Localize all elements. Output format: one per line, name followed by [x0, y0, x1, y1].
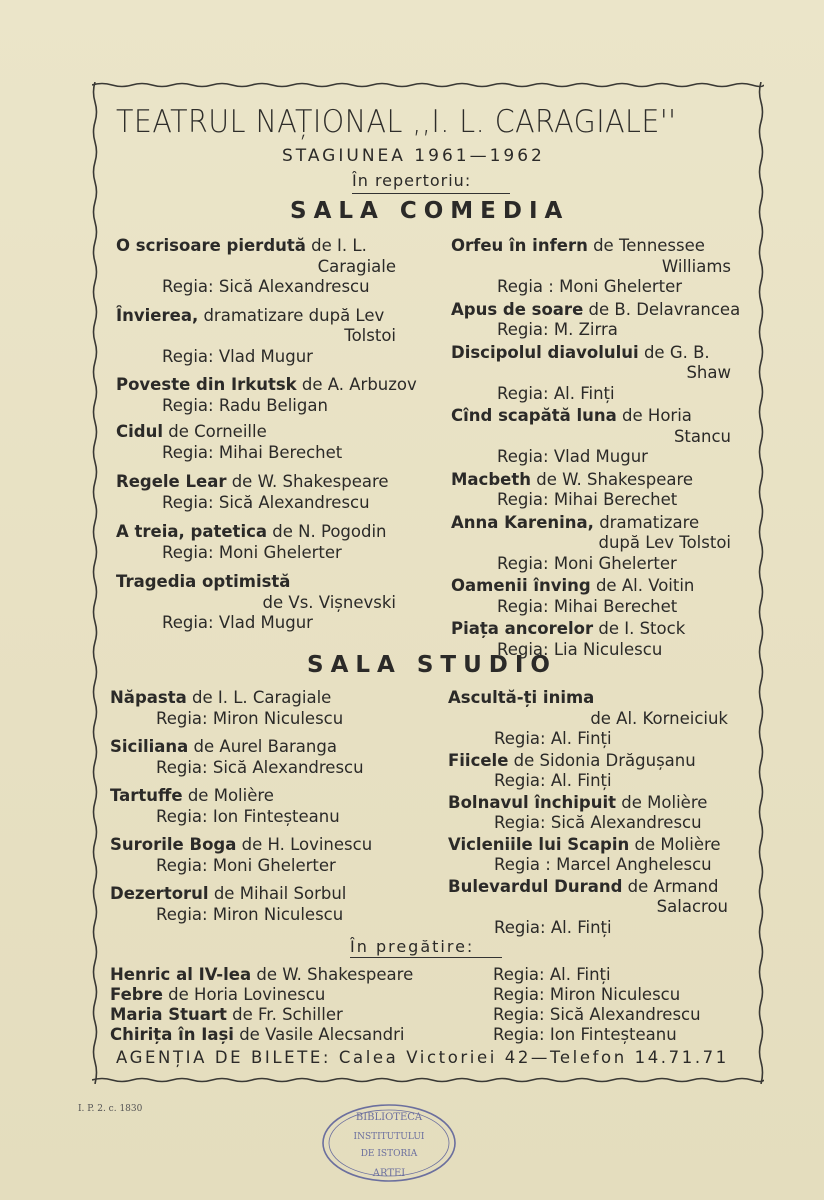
- play-author: de G. B.: [638, 342, 710, 362]
- library-stamp: [316, 1100, 462, 1186]
- studio-right-column: [448, 688, 738, 938]
- play-author-cont: Caragiale: [317, 256, 396, 276]
- play-entry: [110, 688, 400, 729]
- play-author: de Vasile Alecsandri: [233, 1025, 405, 1044]
- play-entry: [116, 472, 406, 513]
- theatre-name: TEATRUL NAȚIONAL ,,I. L. CARAGIALE'': [116, 104, 677, 140]
- play-author: de Tennessee: [587, 236, 705, 255]
- repertory-label: În repertoriu:: [352, 171, 472, 190]
- play-title: Bulevardul Durand: [448, 876, 623, 896]
- section-title-studio: SALA STUDIO: [307, 652, 557, 678]
- play-author-cont: după Lev Tolstoi: [598, 533, 731, 552]
- play-author-cont: Shaw: [686, 363, 731, 382]
- play-author: de W. Shakespeare: [251, 965, 414, 984]
- play-entry: [116, 236, 406, 298]
- prep-director: Regia: Sică Alexandrescu: [493, 1005, 701, 1024]
- play-director: Regia: Al. Finți: [494, 771, 612, 790]
- play-entry: [451, 406, 741, 468]
- play-director: Regia: Sică Alexandrescu: [162, 492, 370, 512]
- play-entry: [451, 576, 741, 617]
- play-author: de Al. Voitin: [590, 576, 695, 595]
- play-title: Orfeu în infern: [451, 236, 588, 255]
- play-entry: [110, 884, 400, 925]
- play-entry: [110, 737, 400, 778]
- play-title: Ascultă-ți inima: [448, 688, 595, 707]
- play-director: Regia : Marcel Anghelescu: [494, 855, 712, 874]
- play-title: Cidul: [116, 422, 163, 441]
- play-author: de B. Delavrancea: [583, 299, 741, 319]
- play-author: de Armand: [622, 876, 719, 896]
- play-author: de Sidonia Drăgușanu: [508, 750, 696, 770]
- play-director: Regia: Vlad Mugur: [162, 346, 313, 366]
- play-author: de A. Arbuzov: [296, 375, 417, 394]
- section-title-comedia: SALA COMEDIA: [290, 198, 570, 224]
- preparation-label: În pregătire:: [350, 937, 475, 956]
- play-entry: [451, 513, 741, 575]
- ticket-agency: AGENȚIA DE BILETE: Calea Victoriei 42—Telefon 14.71.71: [116, 1048, 729, 1067]
- play-director: Regia: Moni Ghelerter: [497, 553, 677, 573]
- play-entry: [451, 236, 741, 298]
- play-author-cont: Salacrou: [656, 897, 728, 916]
- play-author: dramatizare după Lev: [198, 305, 385, 325]
- play-author: de I. L. Caragiale: [186, 688, 332, 707]
- play-director: Regia : Moni Ghelerter: [497, 277, 683, 296]
- play-entry: [448, 877, 738, 939]
- play-author: de I. Stock: [593, 619, 686, 638]
- prep-play: [110, 1025, 404, 1044]
- play-entry: [451, 470, 741, 511]
- play-entry: [110, 786, 400, 827]
- prep-play: [110, 985, 325, 1004]
- play-director: Regia: Lia Niculescu: [497, 639, 663, 659]
- play-title: Poveste din Irkutsk: [116, 375, 297, 394]
- comedia-left-column: [116, 236, 417, 634]
- play-director: Regia: Mihai Berechet: [162, 442, 343, 462]
- play-title: Fiicele: [448, 750, 509, 770]
- comedia-right-column: [451, 236, 741, 660]
- play-director: Regia: Al. Finți: [497, 383, 615, 403]
- play-author: dramatizare: [593, 512, 700, 532]
- play-director: Regia: Al. Finți: [494, 917, 612, 937]
- play-author: de Aurel Baranga: [188, 737, 337, 756]
- play-title: A treia, patetica: [116, 522, 268, 541]
- play-title: Năpasta: [110, 688, 187, 707]
- prep-play: [110, 965, 413, 984]
- play-title: Apus de soare: [451, 299, 584, 319]
- play-director: Regia: Mihai Berechet: [497, 596, 678, 616]
- prep-play: [110, 1005, 343, 1024]
- play-title: Regele Lear: [116, 472, 227, 491]
- play-entry: [116, 375, 417, 416]
- stamp-line1: BIBLIOTECA: [355, 1112, 423, 1123]
- season-line: STAGIUNEA 1961—1962: [282, 146, 545, 166]
- play-author: de Molière: [629, 834, 721, 854]
- play-director: Regia: Sică Alexandrescu: [494, 813, 702, 832]
- play-entry: [448, 751, 738, 792]
- play-director: Regia: Miron Niculescu: [156, 904, 344, 924]
- play-director: Regia: Ion Finteșteanu: [156, 806, 340, 826]
- play-director: Regia: Sică Alexandrescu: [162, 277, 370, 296]
- play-author-cont: Tolstoi: [344, 326, 396, 345]
- play-author-cont: Stancu: [673, 426, 731, 446]
- play-director: Regia: Sică Alexandrescu: [156, 757, 364, 777]
- play-director: Regia: Al. Finți: [494, 729, 612, 748]
- play-title: Învierea,: [116, 305, 199, 325]
- preparation-underline: [350, 957, 502, 958]
- studio-left-column: [110, 688, 400, 925]
- repertory-underline: [352, 193, 510, 194]
- print-note: I. P. 2. c. 1830: [78, 1104, 143, 1114]
- play-author: de Horia: [616, 406, 692, 425]
- play-title: Henric al IV-lea: [110, 965, 252, 984]
- play-director: Regia: Miron Niculescu: [156, 708, 344, 728]
- play-director: Regia: Moni Ghelerter: [162, 542, 342, 562]
- play-title: Chirița în Iași: [110, 1025, 234, 1044]
- play-entry: [451, 343, 741, 405]
- prep-director: Regia: Miron Niculescu: [493, 985, 681, 1004]
- play-title: Vicleniile lui Scapin: [448, 834, 630, 854]
- play-director: Regia: Vlad Mugur: [497, 447, 648, 466]
- play-author: de N. Pogodin: [267, 522, 387, 541]
- play-title: Febre: [110, 985, 163, 1004]
- play-director: Regia: M. Zirra: [497, 320, 618, 339]
- play-author: de Molière: [182, 786, 274, 805]
- play-author: de I. L.: [305, 236, 367, 255]
- prep-director: Regia: Ion Finteșteanu: [493, 1025, 677, 1044]
- play-title: Piața ancorelor: [451, 619, 594, 638]
- prep-director: Regia: Al. Finți: [493, 965, 611, 984]
- play-title: Anna Karenina,: [451, 512, 594, 532]
- play-director: Regia: Radu Beligan: [162, 395, 328, 415]
- play-title: Tragedia optimistă: [116, 572, 291, 591]
- play-director: Regia: Moni Ghelerter: [156, 855, 336, 875]
- play-entry: [116, 572, 406, 634]
- play-title: Dezertorul: [110, 884, 209, 903]
- play-title: O scrisoare pierdută: [116, 236, 306, 255]
- play-entry: [448, 835, 738, 876]
- play-title: Cînd scapătă luna: [451, 406, 617, 425]
- play-title: Oamenii înving: [451, 576, 591, 595]
- play-director: Regia: Vlad Mugur: [162, 613, 313, 632]
- play-author: de Horia Lovinescu: [162, 985, 326, 1004]
- play-author: de Molière: [616, 792, 708, 812]
- play-entry: [110, 835, 400, 876]
- play-author: de W. Shakespeare: [226, 472, 389, 491]
- play-author: de Corneille: [162, 422, 267, 441]
- play-entry: [448, 793, 738, 834]
- play-entry: [451, 300, 741, 341]
- play-title: Siciliana: [110, 737, 189, 756]
- play-author: de Fr. Schiller: [226, 1005, 343, 1024]
- play-title: Maria Stuart: [110, 1005, 227, 1024]
- stamp-line2: INSTITUTULUI: [353, 1132, 425, 1142]
- play-title: Macbeth: [451, 469, 531, 489]
- play-entry: [116, 306, 406, 368]
- play-author-cont: de Vs. Vișnevski: [262, 592, 396, 612]
- play-author-cont: Williams: [661, 256, 731, 276]
- stamp-line4: ARTEI: [372, 1168, 406, 1179]
- play-author: de W. Shakespeare: [530, 469, 694, 489]
- play-title: Bolnavul închipuit: [448, 792, 617, 812]
- play-director: Regia: Mihai Berechet: [497, 490, 678, 509]
- play-title: Discipolul diavolului: [451, 342, 639, 362]
- play-title: Surorile Boga: [110, 835, 237, 854]
- play-entry: [116, 422, 406, 463]
- play-entry: [116, 522, 406, 563]
- play-author: de H. Lovinescu: [236, 835, 373, 854]
- play-author: de Mihail Sorbul: [208, 884, 347, 903]
- play-author-cont: de Al. Korneiciuk: [590, 708, 728, 728]
- play-title: Tartuffe: [110, 786, 183, 805]
- stamp-line3: DE ISTORIA: [360, 1149, 418, 1159]
- play-entry: [448, 688, 738, 750]
